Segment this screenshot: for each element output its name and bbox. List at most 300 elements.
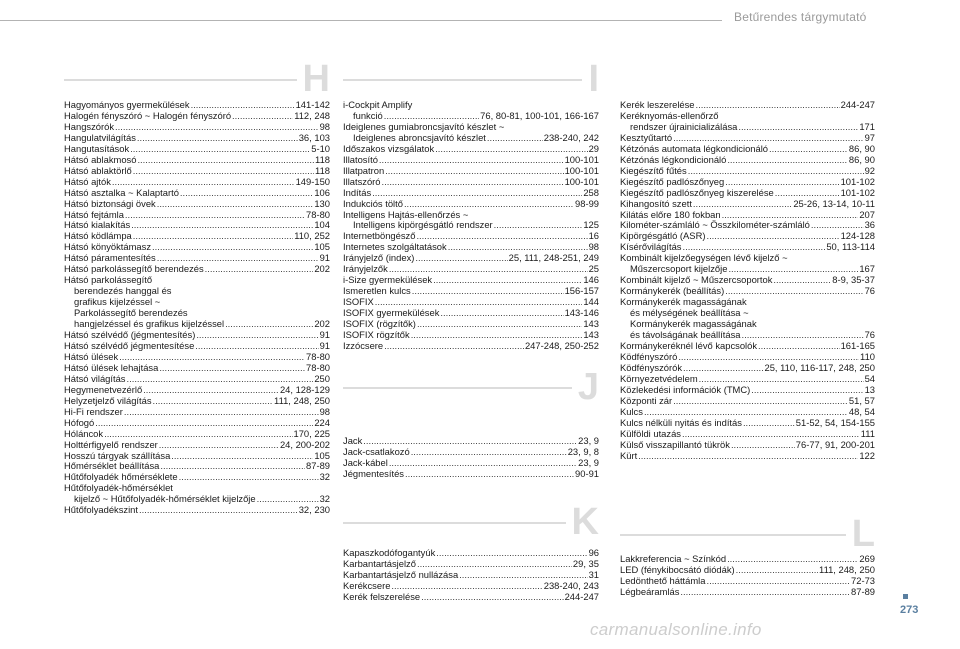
leader-dots bbox=[738, 122, 858, 133]
leader-dots bbox=[494, 220, 583, 231]
index-entry bbox=[343, 166, 599, 177]
entry-page-ref: 25-26, 13-14, 10-11 bbox=[793, 197, 875, 209]
leader-dots bbox=[139, 505, 298, 516]
entry-page-ref: 51-52, 54, 154-155 bbox=[795, 416, 875, 428]
index-entry bbox=[620, 587, 875, 598]
entry-term: Külföldi utazás bbox=[620, 427, 681, 439]
entry-term: Izzócsere bbox=[343, 339, 384, 351]
entry-term: Illatosító bbox=[343, 153, 378, 165]
entry-term: Hangutasítások bbox=[64, 142, 130, 154]
leader-dots bbox=[382, 177, 564, 188]
index-entry bbox=[620, 188, 875, 199]
leader-dots bbox=[130, 144, 310, 155]
entry-term: Kétzónás automata légkondicionáló bbox=[620, 142, 769, 154]
leader-dots bbox=[411, 447, 567, 458]
leader-dots bbox=[736, 565, 818, 576]
entry-page-ref: 100-101 bbox=[564, 175, 599, 187]
entry-term: Ledönthető háttámla bbox=[620, 574, 706, 586]
leader-dots bbox=[769, 144, 848, 155]
entry-page-ref: 118 bbox=[315, 153, 330, 165]
page-marker bbox=[903, 594, 908, 599]
entry-page-ref: 8-9, 35-37 bbox=[832, 274, 875, 286]
leader-dots bbox=[125, 210, 305, 221]
entry-page-ref: 207 bbox=[859, 208, 875, 220]
entry-page-ref: 78-80 bbox=[306, 350, 330, 362]
entry-page-ref: 23, 9, 8 bbox=[567, 445, 599, 457]
entry-page-ref: 25, 110, 116-117, 248, 250 bbox=[764, 361, 875, 373]
entry-term: ISOFIX (rögzítők) bbox=[343, 318, 416, 330]
entry-term: Karbantartásjelző bbox=[343, 557, 416, 569]
entry-page-ref: 5-10 bbox=[311, 142, 330, 154]
entry-page-ref: 98 bbox=[319, 405, 330, 417]
leader-dots bbox=[385, 166, 563, 177]
entry-term: Keréknyomás-ellenőrző bbox=[620, 109, 719, 121]
entry-page-ref: 76 bbox=[864, 285, 875, 297]
leader-dots bbox=[436, 548, 587, 559]
entry-term: ISOFIX rögzítők bbox=[343, 329, 410, 341]
entry-term: berendezés hanggal és bbox=[74, 285, 172, 297]
entry-page-ref: 97 bbox=[864, 131, 875, 143]
index-entry bbox=[620, 297, 875, 341]
leader-dots bbox=[412, 286, 564, 297]
entry-term: Kulcs nélküli nyitás és indítás bbox=[620, 416, 742, 428]
entry-page-ref: 90-91 bbox=[575, 467, 599, 479]
entry-page-ref: 146 bbox=[583, 274, 599, 286]
leader-dots bbox=[159, 363, 305, 374]
entry-term: Illatszóró bbox=[343, 175, 381, 187]
entry-term: Hátsó biztonsági övek bbox=[64, 197, 156, 209]
entry-term: Kipörgésgátló (ASR) bbox=[620, 230, 706, 242]
entry-term: Holttérfigyelő rendszer bbox=[64, 438, 158, 450]
leader-dots bbox=[706, 576, 850, 587]
leader-dots bbox=[225, 319, 313, 330]
index-entry bbox=[64, 505, 330, 516]
entry-page-ref: 32 bbox=[319, 493, 330, 505]
leader-dots bbox=[104, 429, 292, 440]
index-entry bbox=[620, 440, 875, 451]
entry-page-ref: 269 bbox=[859, 553, 875, 564]
entry-term: Környezetvédelem bbox=[620, 372, 698, 384]
index-entry bbox=[620, 199, 875, 210]
entry-term: ISOFIX bbox=[343, 296, 374, 308]
leader-dots bbox=[179, 472, 319, 483]
leader-dots bbox=[112, 177, 295, 188]
entry-term: Hátsó ködlámpa bbox=[64, 230, 132, 242]
entry-term: Kihangosító szett bbox=[620, 197, 692, 209]
entry-term: Hűtőfolyadék-hőmérséklet bbox=[64, 482, 173, 494]
leader-dots bbox=[440, 308, 563, 319]
leader-dots bbox=[180, 188, 313, 199]
entry-page-ref: 96 bbox=[588, 547, 599, 558]
leader-dots bbox=[160, 461, 305, 472]
leader-dots bbox=[159, 440, 279, 451]
leader-dots bbox=[773, 275, 831, 286]
entry-term: Hátsó világítás bbox=[64, 372, 126, 384]
index-entry bbox=[64, 188, 330, 199]
entry-term: rendszer újrainicializálása bbox=[630, 120, 738, 132]
entry-term: Kormánykerék (beállítás) bbox=[620, 285, 725, 297]
entry-term: Kapaszkodófogantyúk bbox=[343, 547, 436, 558]
entry-term: Hegymenetvezérlő bbox=[64, 383, 143, 395]
entry-page-ref: 161-165 bbox=[840, 339, 875, 351]
entry-term: LED (fénykibocsátó diódák) bbox=[620, 563, 735, 575]
entry-page-ref: 122 bbox=[859, 449, 875, 461]
entry-term: ISOFIX gyermekülések bbox=[343, 307, 440, 319]
entry-term: Indítás bbox=[343, 186, 372, 198]
entry-page-ref: 98 bbox=[588, 241, 599, 253]
leader-dots bbox=[706, 231, 839, 242]
entry-term: Hi-Fi rendszer bbox=[64, 405, 123, 417]
entry-page-ref: 36, 103 bbox=[298, 131, 330, 143]
entry-page-ref: 48, 54 bbox=[848, 405, 875, 417]
entry-term: Kormánykerék magasságának bbox=[630, 318, 757, 330]
entry-page-ref: 76 bbox=[864, 329, 875, 341]
entry-page-ref: 149-150 bbox=[295, 175, 330, 187]
entry-term: Hátsó szélvédő jégmentesítése bbox=[64, 339, 195, 351]
index-entry bbox=[343, 100, 599, 122]
entry-term: Kiegészítő fűtés bbox=[620, 164, 687, 176]
index-entry bbox=[620, 429, 875, 440]
entry-term: Internetes szolgáltatások bbox=[343, 241, 447, 253]
entry-term: és mélységének beállítása ~ bbox=[630, 307, 749, 319]
entry-term: Jack-csatlakozó bbox=[343, 445, 410, 457]
entry-page-ref: 202 bbox=[314, 318, 330, 330]
index-column-I bbox=[343, 100, 599, 352]
leader-dots bbox=[725, 177, 839, 188]
entry-page-ref: 124-128 bbox=[840, 230, 875, 242]
index-column-K-right bbox=[620, 100, 875, 461]
entry-page-ref: 105 bbox=[314, 241, 330, 253]
entry-term: Hátsó szélvédő (jégmentesítés) bbox=[64, 329, 196, 341]
entry-page-ref: 25 bbox=[588, 263, 599, 275]
entry-page-ref: 100-101 bbox=[564, 153, 599, 165]
entry-page-ref: 13 bbox=[864, 383, 875, 395]
leader-dots bbox=[379, 155, 564, 166]
entry-page-ref: 24, 200-202 bbox=[279, 438, 330, 450]
index-entry bbox=[343, 286, 599, 297]
leader-dots bbox=[638, 451, 858, 462]
entry-term: Kiegészítő padlószőnyeg bbox=[620, 175, 725, 187]
entry-term: Hőmérséklet beállítása bbox=[64, 460, 160, 472]
entry-page-ref: 50, 113-114 bbox=[826, 241, 875, 253]
entry-term: Hűtőfolyadék hőmérséklete bbox=[64, 471, 178, 483]
entry-page-ref: 87-89 bbox=[851, 585, 875, 597]
entry-term: hangjelzéssel és grafikus kijelzéssel bbox=[74, 318, 225, 330]
entry-term: Kerék leszerelése bbox=[620, 99, 695, 110]
entry-term: Jack-kábel bbox=[343, 456, 388, 468]
index-entry bbox=[343, 144, 599, 155]
index-entry bbox=[343, 469, 599, 480]
entry-term: Kísérővilágítás bbox=[620, 241, 682, 253]
entry-term: Kulcs bbox=[620, 405, 643, 417]
leader-dots bbox=[131, 220, 313, 231]
index-column-K-left bbox=[343, 548, 599, 603]
entry-term: Illatpatron bbox=[343, 164, 385, 176]
entry-term: Hagyományos gyermekülések bbox=[64, 99, 190, 110]
entry-term: Hűtőfolyadékszint bbox=[64, 504, 138, 516]
entry-page-ref: 144 bbox=[583, 296, 599, 308]
entry-term: Intelligens kipörgésgátló rendszer bbox=[353, 219, 493, 231]
entry-page-ref: 111 bbox=[860, 427, 875, 439]
index-entry bbox=[620, 396, 875, 407]
entry-term: Kormánykerék magasságának bbox=[620, 296, 747, 308]
entry-term: Kiegészítő padlószőnyeg kiszerelése bbox=[620, 186, 774, 198]
leader-dots bbox=[372, 188, 582, 199]
index-entry bbox=[64, 199, 330, 210]
entry-page-ref: 76-77, 91, 200-201 bbox=[795, 438, 875, 450]
leader-dots bbox=[682, 429, 860, 440]
entry-term: Ideiglenes abroncsjavító készlet bbox=[353, 131, 486, 143]
leader-dots bbox=[487, 133, 543, 144]
leader-dots bbox=[417, 319, 582, 330]
entry-term: Ideiglenes gumiabroncsjavító készlet ~ bbox=[343, 120, 505, 132]
leader-dots bbox=[232, 111, 293, 122]
entry-page-ref: 86, 90 bbox=[848, 142, 875, 154]
entry-term: Irányjelzők bbox=[343, 263, 388, 275]
leader-dots bbox=[644, 407, 848, 418]
entry-term: Hátsó fejtámla bbox=[64, 208, 124, 220]
entry-term: Jégmentesítés bbox=[343, 467, 404, 479]
leader-dots bbox=[171, 451, 313, 462]
header-rule bbox=[0, 20, 722, 21]
entry-page-ref: 91 bbox=[319, 339, 330, 351]
entry-term: Hátsó parkolássegítő bbox=[64, 274, 153, 286]
leader-dots bbox=[115, 122, 319, 133]
entry-term: Közlekedési információk (TMC) bbox=[620, 383, 751, 395]
leader-dots bbox=[205, 264, 314, 275]
entry-term: kijelző ~ Hűtőfolyadék-hőmérséklet kijelzője bbox=[74, 493, 256, 505]
index-entry bbox=[620, 111, 875, 133]
entry-term: Hátsó ülések lehajtása bbox=[64, 361, 159, 373]
entry-page-ref: 156-157 bbox=[564, 285, 599, 297]
entry-term: Hátsó asztalka ~ Kalaptartó bbox=[64, 186, 179, 198]
index-entry bbox=[64, 418, 330, 429]
entry-term: Kilométer-számláló ~ Összkilométer-számláló bbox=[620, 219, 810, 231]
entry-term: és távolságának beállítása bbox=[630, 329, 741, 341]
entry-term: Hosszú tárgyak szállítása bbox=[64, 449, 171, 461]
index-entry bbox=[343, 122, 599, 144]
leader-dots bbox=[133, 166, 314, 177]
leader-dots bbox=[152, 242, 313, 253]
entry-term: grafikus kijelzéssel ~ bbox=[74, 296, 161, 308]
leader-dots bbox=[727, 155, 848, 166]
entry-term: Ismeretlen kulcs bbox=[343, 285, 411, 297]
entry-page-ref: 244-247 bbox=[840, 99, 875, 110]
entry-term: Hátsó kialakítás bbox=[64, 219, 131, 231]
entry-page-ref: 76, 80-81, 100-101, 166-167 bbox=[480, 109, 599, 121]
entry-page-ref: 31 bbox=[588, 568, 599, 580]
index-entry bbox=[620, 418, 875, 429]
entry-page-ref: 244-247 bbox=[564, 590, 599, 602]
entry-page-ref: 238-240, 243 bbox=[543, 579, 599, 591]
section-letter-L: L bbox=[620, 519, 875, 549]
entry-page-ref: 111, 248, 250 bbox=[274, 394, 330, 406]
entry-page-ref: 29 bbox=[588, 142, 599, 154]
entry-term: Központi zár bbox=[620, 394, 673, 406]
entry-page-ref: 101-102 bbox=[840, 175, 875, 187]
leader-dots bbox=[415, 253, 507, 264]
entry-page-ref: 224 bbox=[314, 416, 330, 428]
entry-page-ref: 112, 248 bbox=[294, 109, 330, 121]
leader-dots bbox=[384, 341, 524, 352]
index-column-L bbox=[620, 554, 875, 598]
section-letter-I: I bbox=[343, 64, 599, 94]
entry-page-ref: 111, 248, 250 bbox=[819, 563, 875, 575]
entry-term: Időszakos vizsgálatok bbox=[343, 142, 435, 154]
section-letter-H: H bbox=[64, 64, 330, 94]
index-entry bbox=[64, 429, 330, 440]
index-entry bbox=[620, 451, 875, 462]
watermark: carmanualsonline.info bbox=[590, 620, 762, 639]
leader-dots bbox=[157, 199, 314, 210]
entry-term: Kesztyűtartó bbox=[620, 131, 673, 143]
section-letter-K: K bbox=[343, 507, 599, 537]
leader-dots bbox=[743, 418, 795, 429]
entry-term: Kürt bbox=[620, 449, 638, 461]
entry-term: Jack bbox=[343, 435, 363, 446]
entry-term: Intelligens Hajtás-ellenőrzés ~ bbox=[343, 208, 469, 220]
entry-page-ref: 23, 9 bbox=[578, 456, 599, 468]
leader-dots bbox=[137, 133, 298, 144]
entry-page-ref: 101-102 bbox=[840, 186, 875, 198]
entry-term: Hátsó parkolássegítő berendezés bbox=[64, 263, 204, 275]
entry-term: Lakkreferencia ~ Színkód bbox=[620, 553, 727, 564]
entry-term: Kerékcsere bbox=[343, 579, 391, 591]
entry-page-ref: 25, 111, 248-251, 249 bbox=[508, 252, 599, 264]
section-letter-J: J bbox=[343, 372, 599, 402]
entry-page-ref: 258 bbox=[583, 186, 599, 198]
entry-term: Ködfényszóró bbox=[620, 350, 678, 362]
entry-page-ref: 247-248, 250-252 bbox=[524, 339, 599, 351]
entry-term: Kombinált kijelzőegységen lévő kijelző ~ bbox=[620, 252, 788, 264]
entry-page-ref: 32, 230 bbox=[298, 504, 330, 516]
entry-page-ref: 32 bbox=[319, 471, 330, 483]
entry-page-ref: 100-101 bbox=[564, 164, 599, 176]
entry-page-ref: 104 bbox=[314, 219, 330, 231]
entry-term: Parkolássegítő berendezés bbox=[74, 307, 188, 319]
leader-dots bbox=[693, 199, 792, 210]
entry-page-ref: 92 bbox=[864, 164, 875, 176]
entry-page-ref: 16 bbox=[588, 230, 599, 242]
entry-page-ref: 72-73 bbox=[851, 574, 875, 586]
leader-dots bbox=[195, 341, 318, 352]
entry-page-ref: 143-146 bbox=[564, 307, 599, 319]
entry-page-ref: 130 bbox=[314, 197, 330, 209]
entry-page-ref: 110, 252 bbox=[294, 230, 330, 242]
entry-page-ref: 54 bbox=[864, 372, 875, 384]
entry-term: Hátsó ablaktörlő bbox=[64, 164, 132, 176]
entry-page-ref: 125 bbox=[583, 219, 599, 231]
leader-dots bbox=[404, 199, 574, 210]
index-entry bbox=[343, 592, 599, 603]
entry-page-ref: 24, 128-129 bbox=[279, 383, 330, 395]
entry-page-ref: 202 bbox=[314, 263, 330, 275]
entry-page-ref: 29, 35 bbox=[572, 557, 599, 569]
index-entry bbox=[64, 440, 330, 451]
entry-page-ref: 118 bbox=[315, 164, 330, 176]
entry-page-ref: 110 bbox=[860, 350, 875, 362]
leader-dots bbox=[731, 440, 795, 451]
entry-term: Kormánykeréknél lévő kapcsolók bbox=[620, 339, 758, 351]
entry-term: Halogén fényszóró ~ Halogén fényszóró bbox=[64, 109, 232, 121]
entry-page-ref: 170, 225 bbox=[293, 427, 330, 439]
leader-dots bbox=[124, 407, 319, 418]
entry-page-ref: 143 bbox=[583, 318, 599, 330]
entry-term: Hangulatvilágítás bbox=[64, 131, 136, 143]
entry-term: Kilátás előre 180 fokban bbox=[620, 208, 721, 220]
index-entry bbox=[620, 177, 875, 188]
entry-page-ref: 87-89 bbox=[306, 460, 330, 472]
index-entry bbox=[64, 275, 330, 330]
index-entry bbox=[64, 177, 330, 188]
entry-term: Irányjelző (index) bbox=[343, 252, 415, 264]
index-entry bbox=[64, 407, 330, 418]
entry-term: Helyzetjelző világítás bbox=[64, 394, 152, 406]
leader-dots bbox=[680, 587, 850, 598]
entry-page-ref: 238-240, 242 bbox=[543, 131, 599, 143]
page-number: 273 bbox=[900, 604, 919, 616]
entry-term: Kerék felszerelése bbox=[343, 590, 421, 602]
entry-page-ref: 51, 57 bbox=[848, 394, 875, 406]
entry-term: funkció bbox=[353, 109, 383, 121]
entry-term: Karbantartásjelző nullázása bbox=[343, 568, 459, 580]
leader-dots bbox=[405, 469, 574, 480]
entry-term: Ködfényszórók bbox=[620, 361, 683, 373]
entry-page-ref: 171 bbox=[859, 120, 875, 132]
entry-term: Hangszórók bbox=[64, 120, 115, 132]
index-column-H bbox=[64, 100, 330, 516]
leader-dots bbox=[196, 330, 318, 341]
entry-page-ref: 78-80 bbox=[306, 208, 330, 220]
index-entry bbox=[620, 253, 875, 275]
index-entry bbox=[343, 341, 599, 352]
leader-dots bbox=[673, 396, 848, 407]
entry-page-ref: 106 bbox=[314, 186, 330, 198]
entry-page-ref: 141-142 bbox=[295, 99, 330, 110]
entry-term: Hóláncok bbox=[64, 427, 104, 439]
entry-page-ref: 250 bbox=[314, 372, 330, 384]
index-entry bbox=[620, 407, 875, 418]
leader-dots bbox=[751, 385, 863, 396]
entry-term: Kombinált kijelző ~ Műszercsoportok bbox=[620, 274, 773, 286]
entry-page-ref: 98-99 bbox=[575, 197, 599, 209]
entry-page-ref: 91 bbox=[319, 329, 330, 341]
entry-term: Hófogó bbox=[64, 416, 95, 428]
index-entry bbox=[343, 188, 599, 199]
entry-page-ref: 23, 9 bbox=[578, 435, 599, 446]
entry-term: Hátsó könyöktámasz bbox=[64, 241, 152, 253]
entry-term: i-Cockpit Amplify bbox=[343, 99, 413, 110]
entry-term: Külső visszapillantó tükrök bbox=[620, 438, 730, 450]
entry-page-ref: 98 bbox=[319, 120, 330, 132]
header-title: Betűrendes tárgymutató bbox=[734, 10, 867, 24]
leader-dots bbox=[133, 231, 293, 242]
entry-term: Kétzónás légkondicionáló bbox=[620, 153, 727, 165]
entry-term: Hátsó ablakmosó bbox=[64, 153, 137, 165]
index-entry bbox=[343, 177, 599, 188]
entry-term: Internetböngésző bbox=[343, 230, 416, 242]
index-entry bbox=[64, 483, 330, 505]
leader-dots bbox=[95, 418, 313, 429]
leader-dots bbox=[775, 188, 840, 199]
leader-dots bbox=[143, 385, 279, 396]
entry-page-ref: 36 bbox=[864, 219, 875, 231]
entry-page-ref: 143 bbox=[583, 329, 599, 341]
entry-page-ref: 78-80 bbox=[306, 361, 330, 373]
entry-term: Hátsó ajtók bbox=[64, 175, 111, 187]
entry-page-ref: 105 bbox=[314, 449, 330, 461]
leader-dots bbox=[421, 592, 563, 603]
